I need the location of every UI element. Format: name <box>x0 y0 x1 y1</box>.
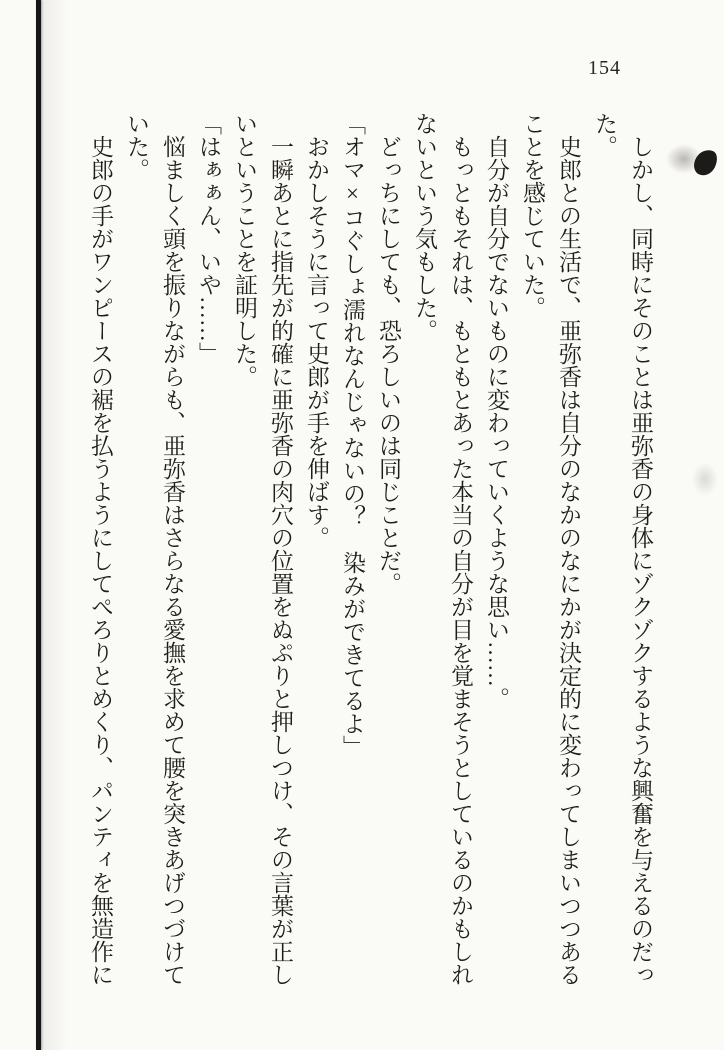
text-line: ないという気もした。 <box>412 112 437 342</box>
text-line: た。 <box>592 112 617 158</box>
text-line: 「オマ×コぐしょ濡れなんじゃないの？ 染みができてるよ」 <box>340 112 365 758</box>
vertical-text-block <box>80 112 658 1002</box>
page-number: 154 <box>588 57 621 79</box>
text-line: もっともそれは、もともとあった本当の自分が目を覚まそうとしているのかもしれ <box>448 135 473 986</box>
text-line: いということを証明した。 <box>232 112 257 388</box>
scan-faint-smudge <box>692 462 718 496</box>
text-line: 悩ましく頭を振りながらも、亜弥香はさらなる愛撫を求めて腰を突きあげつづけて <box>160 135 185 986</box>
text-line: ことを感じていた。 <box>520 112 545 319</box>
text-line: 「はぁぁん、いや……」 <box>196 112 221 365</box>
gutter-shadow <box>41 0 67 1050</box>
text-line: 史郎との生活で、亜弥香は自分のなかのなにかが決定的に変わってしまいつつある <box>556 135 581 986</box>
text-line: いた。 <box>124 112 149 181</box>
text-line: おかしそうに言って史郎が手を伸ばす。 <box>304 135 329 549</box>
text-line: 自分が自分でないものに変わっていくような思い……。 <box>484 135 509 710</box>
text-line: 一瞬あとに指先が的確に亜弥香の肉穴の位置をぬぷりと押しつけ、その言葉が正し <box>268 135 293 986</box>
text-line: 史郎の手がワンピースの裾を払うようにしてぺろりとめくり、パンティを無造作に <box>88 135 113 986</box>
text-line: しかし、同時にそのことは亜弥香の身体にゾクゾクするような興奮を与えるのだっ <box>628 135 653 986</box>
text-line: どっちにしても、恐ろしいのは同じことだ。 <box>376 135 401 595</box>
